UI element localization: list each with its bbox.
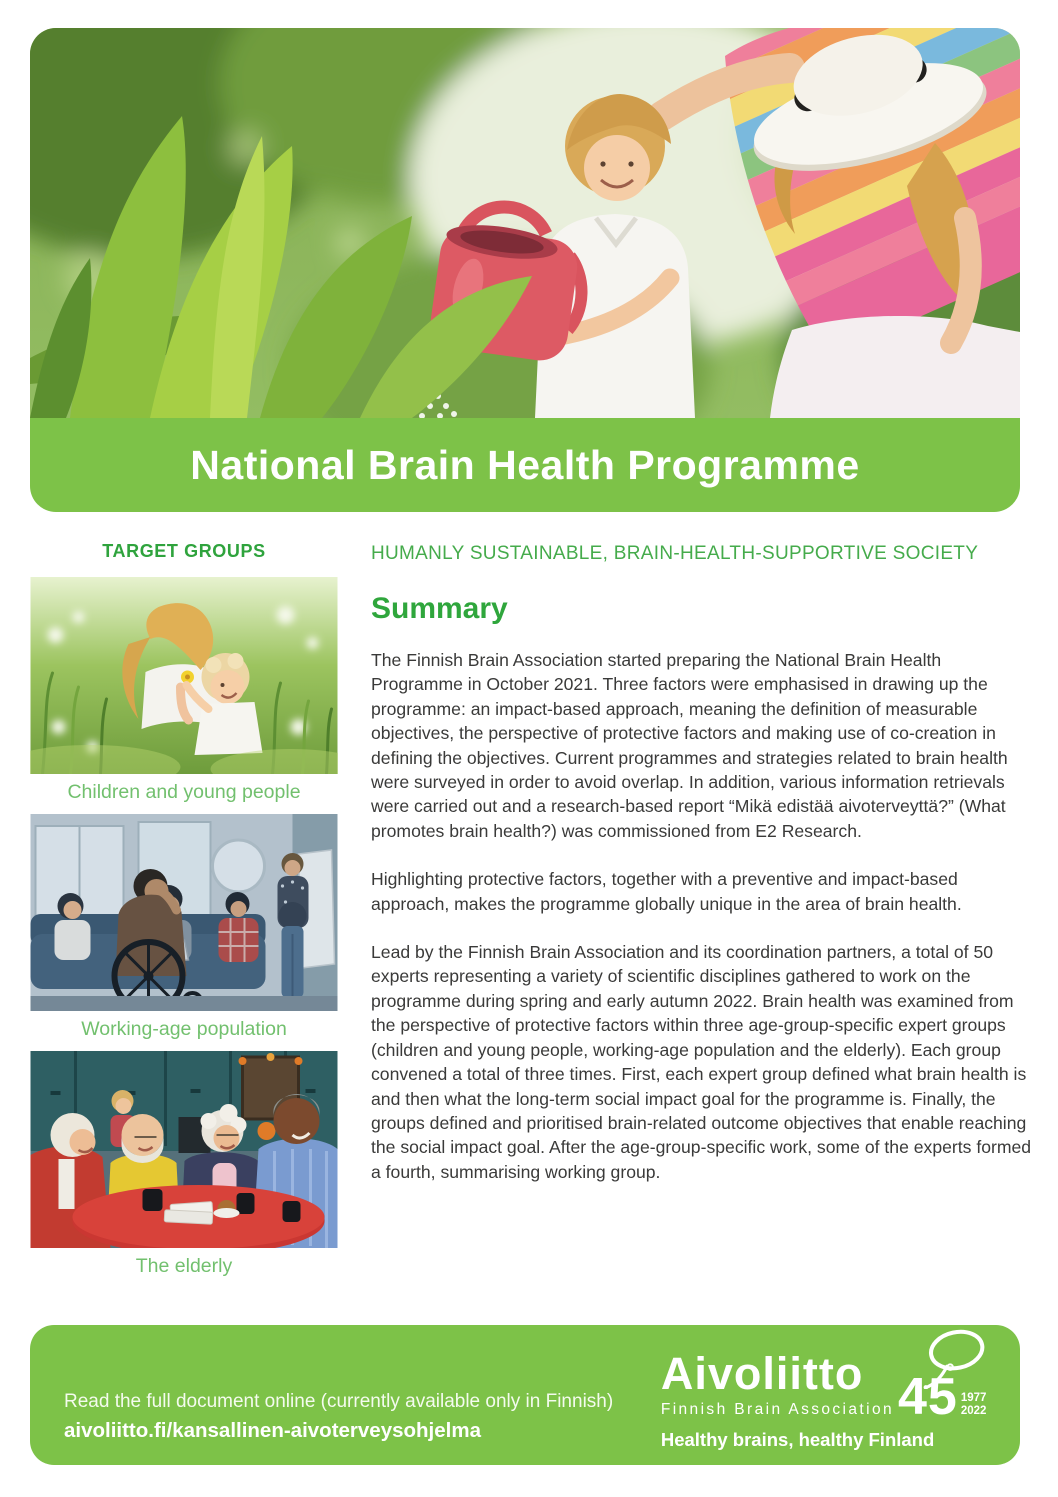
title-banner bbox=[30, 418, 1020, 512]
main-content bbox=[371, 543, 1033, 1208]
hero-photo-garden-watering bbox=[30, 28, 1020, 418]
children-photo bbox=[30, 577, 338, 774]
summary-heading: Summary bbox=[371, 592, 508, 625]
summary-paragraph-2: Highlighting protective factors, together with a preventive and impact-based approach, makes the programme globally unique in the area of brain health. bbox=[371, 869, 962, 914]
logo-subtitle: Finnish Brain Association bbox=[660, 1401, 894, 1418]
hero-block bbox=[30, 28, 1020, 512]
year-start: 1977 bbox=[960, 1392, 987, 1405]
caption-children: Children and young people bbox=[67, 781, 301, 803]
elderly-photo bbox=[30, 1051, 338, 1248]
summary-paragraph-1: The Finnish Brain Association started preparing the National Brain Health Programme in October 2021. Three factors were emphasised in drawing up the programme: an impact-based approach, meaning the definition of measurable objectives, the perspective of protective factors and making use of co-creation in defining the objectives. Current programmes and strategies related to brain health were surveyed in order to avoid overlap. In addition, various information retrievals were carried out and a research-based report “Mikä edistää aivoterveyttä?” (What promotes brain health?) was commissioned from E2 Research. bbox=[371, 650, 1008, 841]
target-group-card-children bbox=[30, 577, 338, 804]
target-group-card-elderly bbox=[30, 1051, 338, 1278]
anniversary-years bbox=[961, 1392, 987, 1417]
section-kicker: HUMANLY SUSTAINABLE, BRAIN-HEALTH-SUPPORTIVE SOCIETY bbox=[371, 543, 979, 564]
working-age-photo bbox=[30, 814, 338, 1011]
footer-banner bbox=[30, 1325, 1020, 1465]
logo-tagline: Healthy brains, healthy Finland bbox=[660, 1429, 935, 1450]
footer-link-url[interactable]: aivoliitto.fi/kansallinen-aivoterveysohjelma bbox=[64, 1419, 481, 1442]
footer-text-block bbox=[64, 1391, 613, 1443]
caption-elderly: The elderly bbox=[135, 1255, 233, 1277]
year-end: 2022 bbox=[960, 1404, 987, 1417]
target-group-card-working-age bbox=[30, 814, 338, 1041]
footer-note: Read the full document online (currently available only in Finnish) bbox=[64, 1391, 614, 1412]
aivoliitto-logo bbox=[661, 1329, 988, 1451]
page-title: National Brain Health Programme bbox=[190, 441, 860, 488]
anniversary-number: 45 bbox=[898, 1368, 958, 1427]
summary-paragraph-3: Lead by the Finnish Brain Association and its coordination partners, a total of 50 experts representing a variety of scientific disciplines gathered to work on the programme during spring and early autumn 2022. Brain health was examined from the perspective of protective factors within three age-group-specific expert groups (children and young people, working-age population and the elderly). Each group convened a total of three times. First, each expert group defined what brain health is and then what the long-term social impact goal for the programme is. Finally, the groups defined and prioritised brain-related outcome objectives that enable reaching the social impact goal. After the age-group-specific work, some of the experts formed a fourth, summarising working group. bbox=[371, 942, 1032, 1182]
sidebar-heading: TARGET GROUPS bbox=[102, 541, 266, 561]
logo-wordmark: Aivoliitto bbox=[660, 1348, 864, 1399]
caption-working-age: Working-age population bbox=[81, 1018, 287, 1040]
sidebar-target-groups bbox=[30, 541, 338, 1288]
